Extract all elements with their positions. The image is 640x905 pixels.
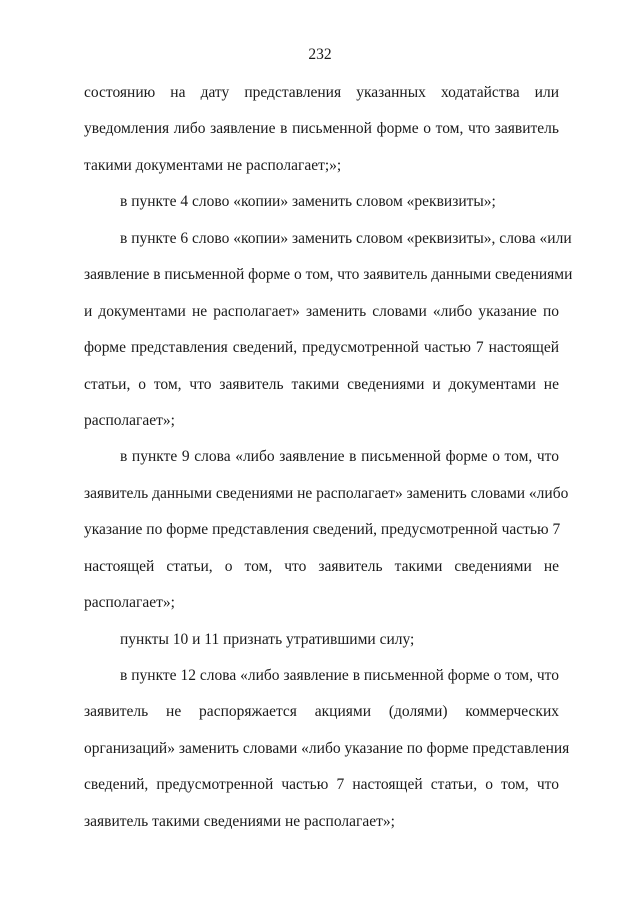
text-line: заявитель не распоряжается акциями (долями) коммерческих	[84, 703, 559, 721]
page-number: 232	[308, 46, 332, 63]
text-line: в пункте 4 слово «копии» заменить словом «реквизиты»;	[120, 193, 496, 211]
text-line: заявитель данными сведениями не располагает» заменить словами «либо	[84, 484, 569, 502]
text-line: располагает»;	[84, 594, 175, 612]
text-line: пункты 10 и 11 признать утратившими силу;	[120, 630, 415, 648]
text-line: заявление в письменной форме о том, что заявитель данными сведениями	[84, 266, 573, 284]
text-line: в пункте 12 слова «либо заявление в письменной форме о том, что	[120, 667, 559, 684]
text-line: статьи, о том, что заявитель такими сведениями и документами не	[84, 375, 559, 393]
text-line: уведомления либо заявление в письменной форме о том, что заявитель	[84, 120, 559, 138]
text-line: в пункте 9 слова «либо заявление в письменной форме о том, что	[120, 448, 559, 466]
text-line: указание по форме представления сведений, предусмотренной частью 7	[84, 521, 561, 539]
text-line: располагает»;	[84, 411, 175, 429]
text-line: состоянию на дату представления указанных ходатайства или	[84, 84, 559, 101]
text-line: форме представления сведений, предусмотренной частью 7 настоящей	[84, 339, 559, 357]
document-body	[84, 81, 573, 846]
text-line: в пункте 6 слово «копии» заменить словом «реквизиты», слова «или	[120, 229, 572, 247]
text-line: заявитель такими сведениями не располагает»;	[84, 812, 395, 830]
text-line: организаций» заменить словами «либо указание по форме представления	[84, 739, 570, 757]
text-line: такими документами не располагает;»;	[84, 156, 342, 174]
text-line: настоящей статьи, о том, что заявитель такими сведениями не	[84, 557, 559, 575]
text-line: сведений, предусмотренной частью 7 настоящей статьи, о том, что	[84, 776, 559, 794]
text-line: и документами не располагает» заменить словами «либо указание по	[84, 302, 559, 320]
